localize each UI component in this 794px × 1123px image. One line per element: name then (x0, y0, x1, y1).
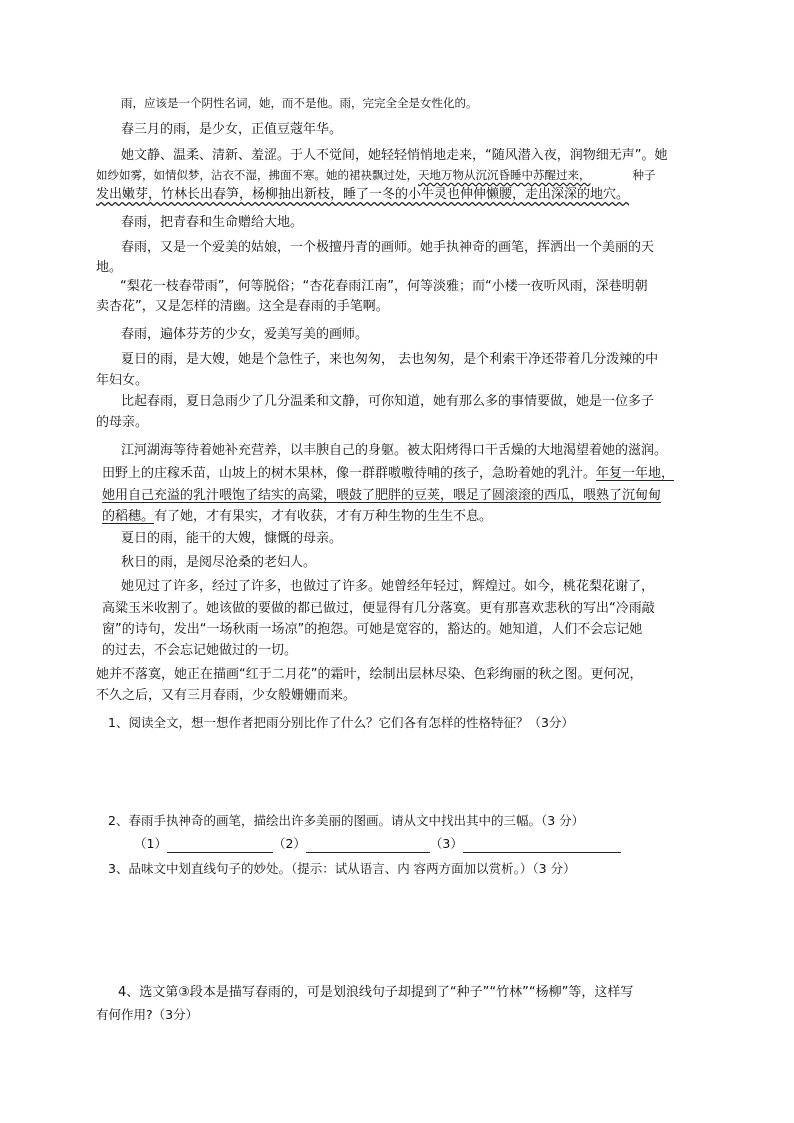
paragraph-8-line-2: 年妇女。 (96, 373, 149, 388)
paragraph-6-line-1: “梨花一枝春带雨”，何等脱俗；“杏花春雨江南”，何等淡雅；而“小楼一夜听风雨，深巷明朝 (120, 279, 648, 294)
paragraph-13-line-2: 高粱玉米收割了。她该做的要做的都已做过，便显得有几分落寞。更有那喜欢悲秋的写出“冷雨敲 (102, 601, 655, 616)
question-4-line-2: 有何作用?（3分） (96, 1007, 199, 1022)
wavy-underlined-sentence-cont: 发出嫩芽，竹林长出春笋，杨柳抽出新枝，睡了一冬的小牛灵也伸伸懒腰，走出深深的地穴。 (96, 187, 630, 202)
paragraph-10-line-1: 江河湖海等待着她补充营养，以丰腴自己的身躯。被太阳烤得口干舌燥的大地渴望着她的滋润。 (121, 443, 668, 458)
paragraph-2: 春三月的雨，是少女，正值豆蔻年华。 (121, 122, 343, 137)
blank-label-1: （1） (134, 836, 167, 851)
question-4-line-1: 4、选文第③段本是描写春雨的，可是划浪线句子却提到了“种子”“竹林”“杨柳”等，这样写 (118, 985, 634, 1000)
question-2-blanks (134, 835, 621, 853)
paragraph-1: 雨，应该是一个阴性名词，她，而不是他。雨，完完全全是女性化的。 (121, 96, 478, 110)
question-1: 1、阅读全文，想一想作者把雨分别比作了什么？它们各有怎样的性格特征？（3分） (108, 715, 574, 730)
paragraph-5-line-2: 地。 (96, 260, 123, 275)
paragraph-6-line-2: 卖杏花”，又是怎样的清幽。这全是春雨的手笔啊。 (96, 299, 389, 314)
paragraph-10-line-2 (102, 465, 674, 483)
paragraph-13-line-4: 的过去，不会忘记她做过的一切。 (102, 643, 298, 658)
paragraph-12: 秋日的雨，是阅尽沧桑的老妇人。 (121, 555, 317, 570)
question-3: 3、品味文中划直线句子的妙处。（提示：试从语言、内 容两方面加以赏析。）（3 分） (108, 861, 576, 876)
paragraph-3-line-1: 她文静、温柔、清新、羞涩。于人不觉间，她轻轻悄悄地走来，“随风潜入夜，润物细无声”。她 (121, 148, 668, 163)
question-2: 2、春雨手执神奇的画笔，描绘出许多美丽的图画。请从文中找出其中的三幅。（3 分） (108, 813, 585, 828)
paragraph-10-line-4 (102, 508, 492, 526)
paragraph-8-line-1: 夏日的雨，是大嫂，她是个急性子，来也匆匆， 去也匆匆，是个利索干净还带着几分泼辣的中 (121, 352, 659, 367)
paragraph-3-text: 如纱如雾，如情似梦，沾衣不湿，拂面不寒。她的裙袂飘过处， (96, 168, 418, 182)
paragraph-11: 夏日的雨，能干的大嫂，慷慨的母亲。 (121, 531, 343, 546)
paragraph-5-line-1: 春雨，又是一个爱美的姑娘，一个极擅丹青的画师。她手执神奇的画笔，挥洒出一个美丽的天 (121, 240, 655, 255)
paragraph-7: 春雨，遍体芬芳的少女，爱美写美的画师。 (121, 327, 369, 342)
wavy-underlined-sentence: 天地万物从沉沉昏睡中苏醒过来， (418, 168, 591, 182)
paragraph-10-text-end: 有了她，才有果实，才有收获，才有万种生物的生生不息。 (154, 509, 493, 524)
underlined-sentence: 年复一年地， (596, 466, 675, 481)
paragraph-3-text-end: 种子 (632, 168, 656, 182)
underlined-sentence-cont: 她用自己充溢的乳汁喂饱了结实的高粱，喂鼓了肥胖的豆荚，喂足了圆滚滚的西瓜，喂熟了沉甸甸 (102, 488, 662, 503)
paragraph-10-text: 田野上的庄稼禾苗，山坡上的树木果林，像一群群嗷嗷待哺的孩子，急盼着她的乳汁。 (102, 466, 597, 481)
answer-blank-3[interactable] (463, 838, 621, 853)
blank-label-2: （2） (272, 836, 306, 851)
paragraph-13-line-3: 窗”的诗句，发出“一场秋雨一场凉”的抱怨。可她是宽容的，豁达的。她知道，人们不会忘记她 (102, 622, 643, 637)
paragraph-13-line-1: 她见过了许多，经过了许多，也做过了许多。她曾经年轻过，辉煌过。如今，桃花梨花谢了， (121, 579, 655, 594)
answer-blank-2[interactable] (306, 838, 430, 853)
blank-label-3: （3） (429, 836, 463, 851)
paragraph-14-line-2: 不久之后，又有三月春雨，少女般姗姗而来。 (96, 688, 357, 703)
paragraph-3-line-2 (96, 166, 656, 184)
paragraph-14-line-1: 她并不落寞，她正在描画“红于二月花”的霜叶，绘制出层林尽染、色彩绚丽的秋之图。更何况， (96, 667, 643, 682)
paragraph-4: 春雨，把青春和生命赠给大地。 (121, 215, 304, 230)
answer-blank-1[interactable] (167, 838, 273, 853)
paragraph-9-line-2: 的母亲。 (96, 415, 149, 430)
underlined-sentence-end: 的稻穗。 (102, 509, 155, 524)
paragraph-9-line-1: 比起春雨，夏日急雨少了几分温柔和文静，可你知道，她有那么多的事情要做，她是一位多子 (121, 394, 655, 409)
